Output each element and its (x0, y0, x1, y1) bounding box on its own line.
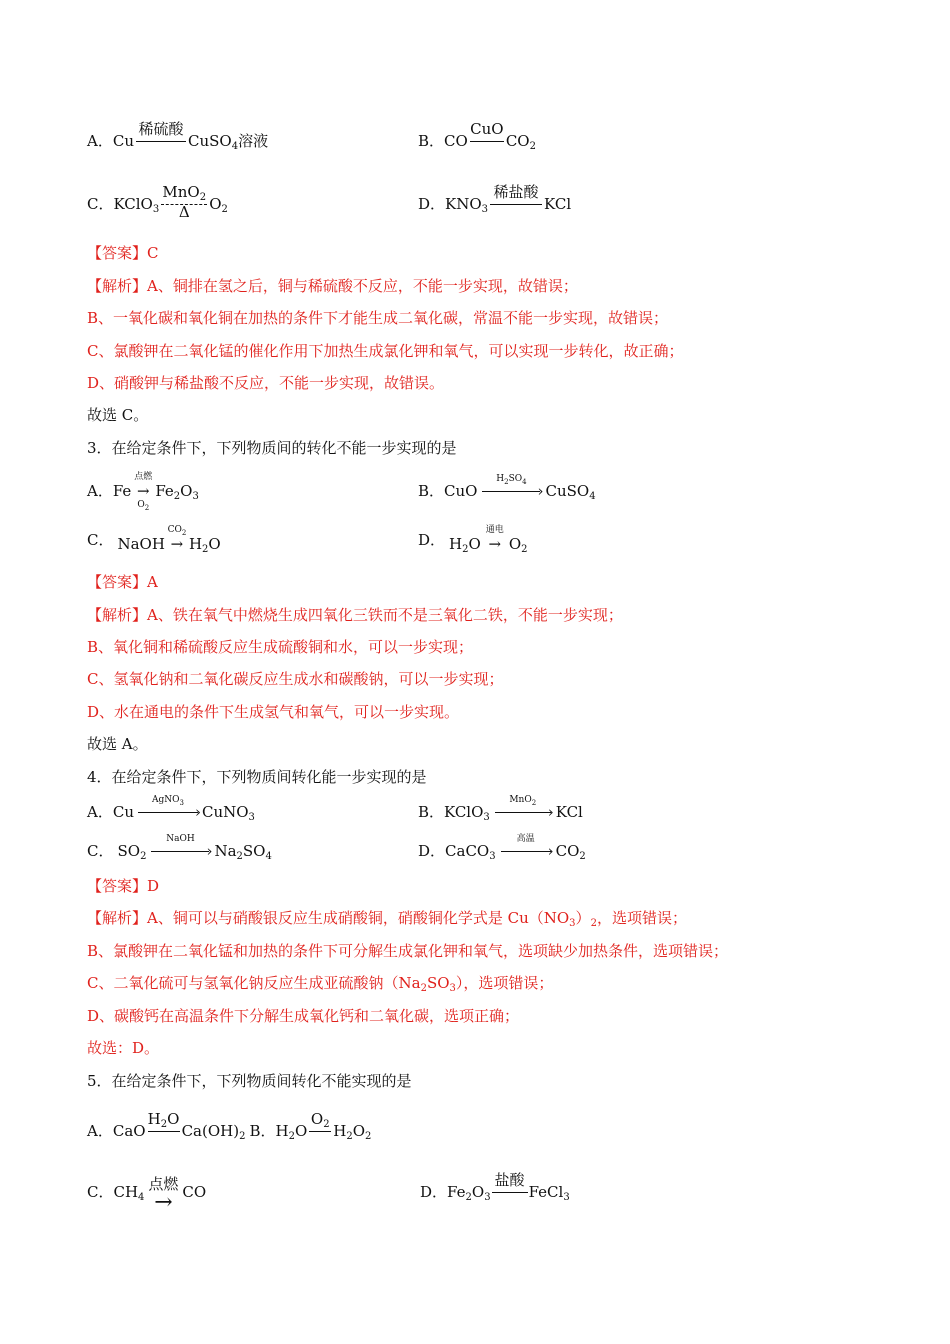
q2-analysis-line-2: B、一氧化碳和氧化铜在加热的条件下才能生成二氧化碳，常温不能一步实现，故错误； (87, 309, 669, 327)
q3-analysis-line-1: 【解析】A、铁在氧气中燃烧生成四氧化三铁而不是三氧化二铁，不能一步实现； (87, 606, 623, 624)
reaction-arrow: 稀硫酸 (136, 131, 186, 151)
q3-stem: 3．在给定条件下，下列物质间的转化不能一步实现的是 (87, 439, 457, 457)
q4-option-b: B．KClO$_3$ MnO$_2$ › KCl (418, 795, 583, 823)
reaction-arrow: 稀盐酸 (490, 194, 542, 214)
q2-option-b: B．CO CuO $CO_2$ (418, 120, 536, 152)
q4-option-c: C． $SO_2$ NaOH › $Na_2SO_4$ (87, 834, 272, 862)
q4-analysis-line-4: D、碳酸钙在高温条件下分解生成氧化钙和二氧化碳，选项正确； (87, 1007, 520, 1025)
q3-analysis-line-3: C、氢氧化钠和二氧化碳反应生成水和碳酸钠，可以一步实现； (87, 670, 504, 688)
q2-option-a: A．Cu 稀硫酸 CuSO$_4$溶液 (87, 120, 269, 152)
reaction-arrow: NaOH › (148, 841, 212, 861)
q5-option-ab: A．CaO $H_2O$ $Ca(OH)_2$ B．$H_2O$ $O_2$ $H_2O_2$ (87, 1110, 372, 1142)
reaction-arrow: 通电 → (485, 525, 504, 553)
reaction-arrow: 点燃 → $O_2$ (134, 472, 153, 512)
q3-analysis-line-4: D、水在通电的条件下生成氢气和氧气，可以一步实现。 (87, 703, 460, 721)
q3-answer: 【答案】A (87, 573, 158, 591)
reaction-arrow: AgNO$_3$ › (135, 802, 201, 822)
q5-option-d: D．$Fe_2O_3$ 盐酸 FeCl$_3$ (420, 1171, 570, 1203)
q5-stem: 5．在给定条件下，下列物质间转化不能实现的是 (87, 1072, 412, 1090)
q4-answer: 【答案】D (87, 877, 160, 895)
q4-option-d: D．CaCO$_3$ 高温 › $CO_2$ (418, 834, 586, 862)
q5-option-c: C．$CH_4$ 点燃 → CO (87, 1175, 207, 1215)
reaction-arrow: 点燃 → (148, 1175, 179, 1215)
q3-analysis-line-2: B、氧化铜和稀硫酸反应生成硫酸铜和水，可以一步实现； (87, 638, 474, 656)
q2-analysis-line-4: D、硝酸钾与稀盐酸不反应，不能一步实现，故错误。 (87, 374, 445, 392)
q2-conclusion: 故选 C。 (87, 406, 149, 424)
reaction-arrow: $CO_2$ → (167, 525, 187, 553)
q3-option-b: B．CuO $H_2SO_4$ › CuSO$_4$ (418, 474, 596, 502)
q3-option-a: A．Fe 点燃 → $O_2$ $Fe_2O_3$ (87, 472, 199, 512)
q2-answer: 【答案】C (87, 244, 159, 262)
q4-analysis-line-3: C、二氧化硫可与氢氧化钠反应生成亚硫酸钠$(Na_2SO_3)$，选项错误； (87, 974, 554, 994)
q2-option-d: D．$KNO_3$ 稀盐酸 KCl (418, 183, 572, 215)
reaction-arrow: 高温 › (498, 841, 554, 861)
q3-conclusion: 故选 A。 (87, 735, 148, 753)
q4-option-a: A．Cu AgNO$_3$ › CuNO$_3$ (87, 795, 255, 823)
reaction-arrow: CuO (470, 131, 504, 151)
reaction-arrow: MnO$_2$ Δ (162, 183, 207, 221)
q2-analysis-line-3: C、氯酸钾在二氧化锰的催化作用下加热生成氯化钾和氧气，可以实现一步转化，故正确； (87, 342, 684, 360)
q3-option-d: D． $H_2O$ 通电 → $O_2$ (418, 525, 528, 555)
reaction-arrow: $H_2SO_4$ › (479, 481, 543, 501)
q2-analysis-line-1: 【解析】A、铜排在氢之后，铜与稀硫酸不反应，不能一步实现，故错误； (87, 277, 578, 295)
q4-analysis-line-1: 【解析】A、铜可以与硝酸银反应生成硝酸铜，硝酸铜化学式是 $Cu(NO_3)_2$，选项错误； (87, 909, 687, 929)
q2-option-c: C．KClO$_3$ MnO$_2$ Δ $O_2$ (87, 183, 228, 221)
q4-stem: 4．在给定条件下，下列物质间转化能一步实现的是 (87, 768, 427, 786)
reaction-arrow: 盐酸 (492, 1182, 528, 1202)
q3-option-c: C． NaOH $CO_2$ → $H_2O$ (87, 525, 221, 555)
reaction-arrow: $H_2O$ (147, 1110, 180, 1130)
q4-conclusion: 故选：D。 (87, 1039, 160, 1057)
q4-analysis-line-2: B、氯酸钾在二氧化锰和加热的条件下可分解生成氯化钾和氧气，选项缺少加热条件，选项错误； (87, 942, 729, 960)
reaction-arrow: MnO$_2$ › (492, 802, 554, 822)
reaction-arrow: $O_2$ (310, 1110, 330, 1130)
